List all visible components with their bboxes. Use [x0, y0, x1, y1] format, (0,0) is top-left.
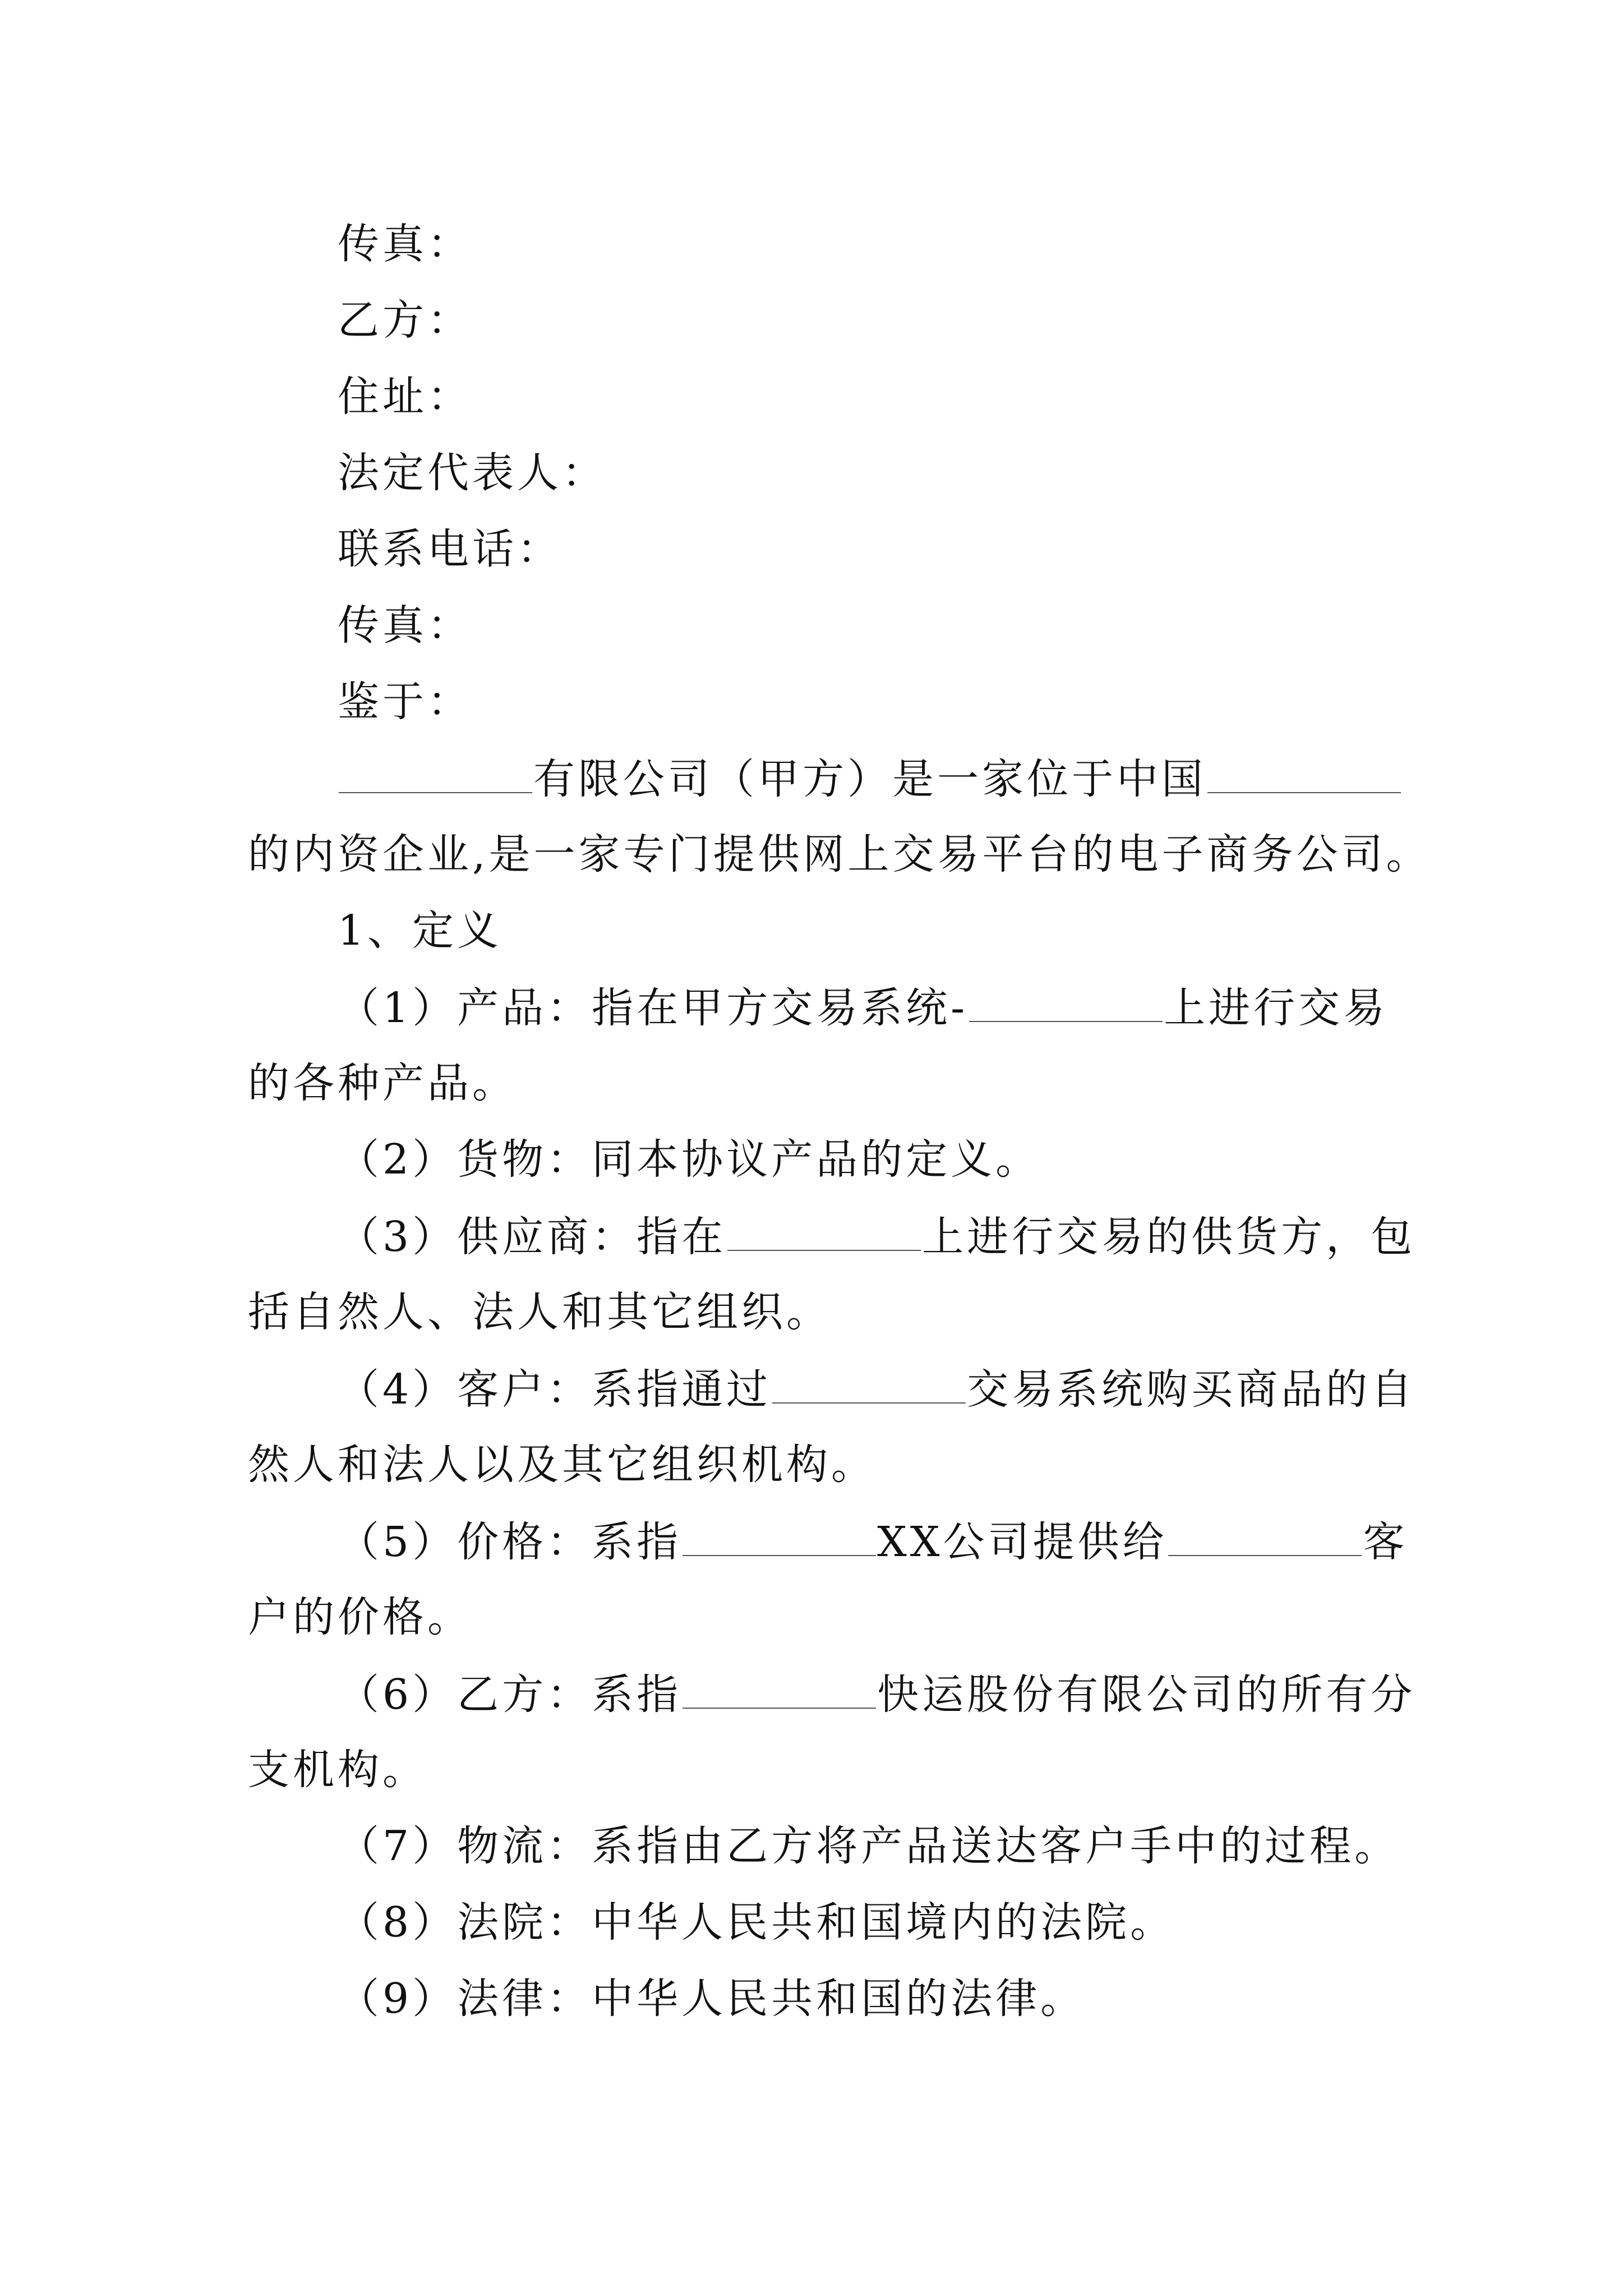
definition-2: （2）货物：同本协议产品的定义。: [338, 1135, 1041, 1184]
definition-6-line-1: [338, 1671, 1416, 1719]
definition-1-line-1: [338, 984, 1389, 1032]
definition-5-line-1: [338, 1518, 1408, 1566]
section-title-definitions: 1、定义: [338, 907, 502, 955]
fill-blank[interactable]: [683, 1673, 876, 1709]
definition-text: （4）客户：系指通过: [338, 1365, 772, 1414]
definition-text: 交易系统购买商品的自: [967, 1365, 1416, 1414]
definition-6-line-2: 支机构。: [248, 1746, 427, 1794]
definition-text: （1）产品：指在甲方交易系统-: [338, 984, 969, 1032]
definition-text: 客: [1363, 1518, 1408, 1566]
fill-blank[interactable]: [969, 986, 1163, 1022]
fill-blank[interactable]: [339, 757, 532, 793]
recital-line-2: 的内资企业,是一家专门提供网上交易平台的电子商务公司。: [248, 830, 1431, 878]
definition-8: （8）法院：中华人民共和国境内的法院。: [338, 1898, 1175, 1947]
phone-label: 联系电话：: [338, 525, 562, 573]
address-label: 住址：: [338, 372, 472, 421]
definition-text: XX公司提供给: [877, 1518, 1168, 1566]
definition-1-line-2: 的各种产品。: [248, 1059, 517, 1107]
fill-blank[interactable]: [1168, 1520, 1362, 1556]
definition-4-line-2: 然人和法人以及其它组织机构。: [248, 1441, 876, 1489]
whereas-label: 鉴于：: [338, 678, 472, 726]
definition-text: 上进行交易: [1164, 984, 1389, 1032]
recital-line-1: [338, 755, 1402, 803]
party-b-label: 乙方：: [338, 296, 472, 344]
definition-text: 上进行交易的供货方，包: [922, 1213, 1416, 1261]
definition-7: （7）物流：系指由乙方将产品送达客户手中的过程。: [338, 1822, 1400, 1870]
fill-blank[interactable]: [1207, 757, 1401, 793]
fill-blank[interactable]: [772, 1368, 966, 1404]
definition-5-line-2: 户的价格。: [248, 1593, 472, 1641]
fill-blank[interactable]: [727, 1215, 921, 1251]
definition-9: （9）法律：中华人民共和国的法律。: [338, 1975, 1086, 2023]
fill-blank[interactable]: [683, 1520, 876, 1556]
definition-text: （3）供应商：指在: [338, 1213, 727, 1261]
definition-4-line-1: [338, 1365, 1416, 1414]
definition-text: （5）价格：系指: [338, 1518, 682, 1566]
definition-3-line-2: 括自然人、法人和其它组织。: [248, 1288, 831, 1336]
definition-text: （6）乙方：系指: [338, 1671, 682, 1719]
recital-text-a: 有限公司（甲方）是一家位于中国: [533, 755, 1206, 803]
fax-label-party-b: 传真：: [338, 601, 472, 650]
definition-3-line-1: [338, 1213, 1416, 1261]
fax-label-party-a: 传真：: [338, 220, 472, 268]
definition-text: 快运股份有限公司的所有分: [877, 1671, 1416, 1719]
legal-representative-label: 法定代表人：: [338, 449, 607, 497]
